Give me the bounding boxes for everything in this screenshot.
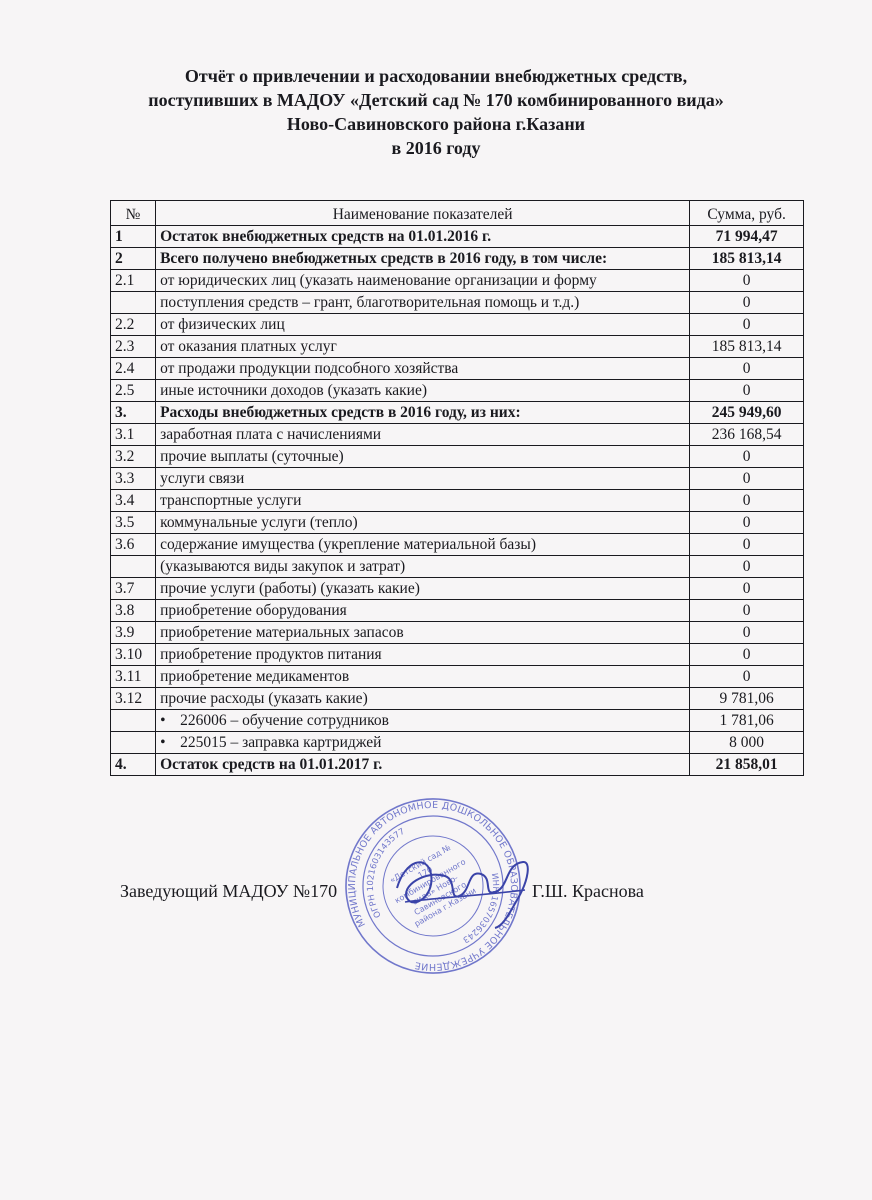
row-name: иные источники доходов (указать какие): [156, 380, 690, 402]
title-line-1: Отчёт о привлечении и расходовании внебюджетных средств,: [184, 66, 688, 86]
table-row: [111, 270, 804, 292]
bullet-icon: •: [160, 734, 166, 751]
row-sum: 0: [690, 490, 804, 512]
table-row: [111, 446, 804, 468]
row-sum: 0: [690, 556, 804, 578]
row-sum: 185 813,14: [690, 336, 804, 358]
row-number: 2.2: [111, 314, 156, 336]
row-sum: 0: [690, 468, 804, 490]
table-row: [111, 402, 804, 424]
row-name: [156, 732, 690, 754]
row-name-text: 226006 – обучение сотрудников: [180, 712, 389, 729]
title-line-2: поступивших в МАДОУ «Детский сад № 170 комбинированного вида»: [148, 90, 724, 110]
header-sum: Сумма, руб.: [690, 201, 804, 226]
table-row: [111, 358, 804, 380]
table-row: [111, 732, 804, 754]
row-sum: 0: [690, 600, 804, 622]
row-name: Остаток средств на 01.01.2017 г.: [156, 754, 690, 776]
table-row: [111, 248, 804, 270]
row-number: 3.3: [111, 468, 156, 490]
row-name: Всего получено внебюджетных средств в 2016 году, в том числе:: [156, 248, 690, 270]
table-row: [111, 710, 804, 732]
table-row: [111, 424, 804, 446]
header-number: №: [111, 201, 156, 226]
row-sum: 1 781,06: [690, 710, 804, 732]
row-name: коммунальные услуги (тепло): [156, 512, 690, 534]
row-name: заработная плата с начислениями: [156, 424, 690, 446]
row-name: прочие расходы (указать какие): [156, 688, 690, 710]
table-row: [111, 292, 804, 314]
document-title: [0, 64, 872, 160]
stamp-inn: ИНН 1657036243: [460, 872, 501, 945]
row-name: прочие услуги (работы) (указать какие): [156, 578, 690, 600]
row-number: 2: [111, 248, 156, 270]
row-name: Остаток внебюджетных средств на 01.01.2016 г.: [156, 226, 690, 248]
table-row: [111, 578, 804, 600]
row-name: прочие выплаты (суточные): [156, 446, 690, 468]
report-table: [110, 200, 804, 776]
row-number: 3.8: [111, 600, 156, 622]
row-number: 3.12: [111, 688, 156, 710]
table-row: [111, 534, 804, 556]
stamp-outer-text: МУНИЦИПАЛЬНОЕ АВТОНОМНОЕ ДОШКОЛЬНОЕ ОБРАЗОВАТЕЛЬНОЕ УЧРЕЖДЕНИЕ: [346, 799, 520, 973]
row-number: 2.4: [111, 358, 156, 380]
row-sum: 0: [690, 644, 804, 666]
row-number: 2.3: [111, 336, 156, 358]
row-number: [111, 710, 156, 732]
table-row: [111, 556, 804, 578]
table-row: [111, 226, 804, 248]
row-number: 3.4: [111, 490, 156, 512]
row-sum: 8 000: [690, 732, 804, 754]
row-name: приобретение оборудования: [156, 600, 690, 622]
row-number: 3.: [111, 402, 156, 424]
table-row: [111, 490, 804, 512]
table-row: [111, 512, 804, 534]
handwritten-signature-icon: [385, 840, 535, 930]
row-sum: 0: [690, 270, 804, 292]
row-sum: 0: [690, 380, 804, 402]
table-row: [111, 622, 804, 644]
header-indicator: Наименование показателей: [156, 201, 690, 226]
row-number: [111, 732, 156, 754]
row-sum: 0: [690, 622, 804, 644]
row-number: 3.10: [111, 644, 156, 666]
signatory-name: Г.Ш. Краснова: [532, 881, 644, 901]
row-name: поступления средств – грант, благотворительная помощь и т.д.): [156, 292, 690, 314]
row-number: [111, 292, 156, 314]
row-sum: 0: [690, 534, 804, 556]
row-number: 3.2: [111, 446, 156, 468]
row-name: приобретение материальных запасов: [156, 622, 690, 644]
row-number: [111, 556, 156, 578]
table-row: [111, 666, 804, 688]
table-row: [111, 644, 804, 666]
table-row: [111, 336, 804, 358]
row-sum: 0: [690, 512, 804, 534]
title-line-4: в 2016 году: [391, 138, 481, 158]
row-name: услуги связи: [156, 468, 690, 490]
row-number: 2.1: [111, 270, 156, 292]
row-sum: 0: [690, 314, 804, 336]
row-name: транспортные услуги: [156, 490, 690, 512]
row-name-text: 225015 – заправка картриджей: [180, 734, 382, 751]
row-sum: 245 949,60: [690, 402, 804, 424]
row-number: 2.5: [111, 380, 156, 402]
row-sum: 71 994,47: [690, 226, 804, 248]
row-name: (указываются виды закупок и затрат): [156, 556, 690, 578]
row-sum: 0: [690, 666, 804, 688]
row-number: 3.7: [111, 578, 156, 600]
row-sum: 0: [690, 292, 804, 314]
bullet-icon: •: [160, 712, 166, 729]
title-line-3: Ново-Савиновского района г.Казани: [286, 114, 586, 134]
row-number: 1: [111, 226, 156, 248]
row-name: приобретение продуктов питания: [156, 644, 690, 666]
row-sum: 0: [690, 358, 804, 380]
row-name: содержание имущества (укрепление материальной базы): [156, 534, 690, 556]
row-number: 3.9: [111, 622, 156, 644]
row-sum: 9 781,06: [690, 688, 804, 710]
row-name: Расходы внебюджетных средств в 2016 году, из них:: [156, 402, 690, 424]
stamp-center-text: «Детский сад № 170 комбинированного вида» Ново-Савиновского района г.Казани: [388, 842, 478, 929]
row-sum: 0: [690, 446, 804, 468]
row-name: от оказания платных услуг: [156, 336, 690, 358]
row-number: 3.6: [111, 534, 156, 556]
table-header-row: [111, 201, 804, 226]
row-number: 3.1: [111, 424, 156, 446]
stamp-ogrn: ОГРН 1021603143577: [365, 826, 407, 920]
row-name: от физических лиц: [156, 314, 690, 336]
row-sum: 236 168,54: [690, 424, 804, 446]
table-row: [111, 688, 804, 710]
row-number: 4.: [111, 754, 156, 776]
table-row: [111, 754, 804, 776]
table-row: [111, 314, 804, 336]
table-row: [111, 380, 804, 402]
signatory-title: Заведующий МАДОУ №170: [120, 881, 338, 901]
row-sum: 0: [690, 578, 804, 600]
row-number: 3.5: [111, 512, 156, 534]
row-name: от юридических лиц (указать наименование организации и форму: [156, 270, 690, 292]
table-row: [111, 468, 804, 490]
row-name: от продажи продукции подсобного хозяйства: [156, 358, 690, 380]
row-sum: 185 813,14: [690, 248, 804, 270]
row-sum: 21 858,01: [690, 754, 804, 776]
row-name: [156, 710, 690, 732]
row-number: 3.11: [111, 666, 156, 688]
row-name: приобретение медикаментов: [156, 666, 690, 688]
table-row: [111, 600, 804, 622]
